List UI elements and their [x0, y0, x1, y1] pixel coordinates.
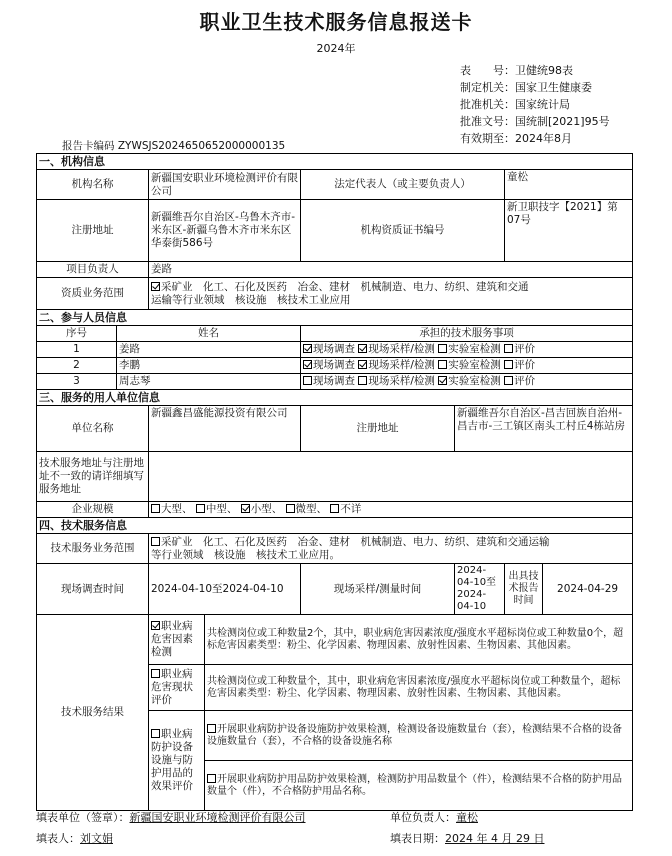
results-label: 技术服务结果 — [37, 615, 149, 811]
org-name-value: 新疆国安职业环境检测评价有限公司 — [149, 170, 301, 200]
opt-sampling: 现场采样/检测 — [368, 375, 435, 387]
reg-address-label: 注册地址 — [37, 200, 149, 262]
size-small: 小型 — [250, 503, 272, 515]
checkbox-checked[interactable] — [151, 621, 160, 630]
filler-value: 刘文娟 — [80, 832, 113, 845]
staff-name: 周志琴 — [117, 374, 301, 390]
service-scope-label: 技术服务业务范围 — [37, 534, 149, 564]
report-card-number: 报告卡编码 ZYWSJS2024650652000000135 — [62, 140, 286, 152]
filler — [36, 830, 113, 846]
result-evaluation-text: 共检测岗位或工种数量个，其中，职业病危害因素浓度/强度水平超标岗位或工种数量个，超标危害因素类型：粉尘、化学因素、物理因素、放射性因素、生物因素、其他因素。 — [205, 665, 633, 711]
service-address-value — [149, 452, 633, 502]
checkbox[interactable] — [286, 504, 295, 513]
staff-name: 李鹏 — [117, 358, 301, 374]
opt-lab: 实验室检测 — [448, 359, 501, 371]
checkbox[interactable] — [151, 669, 160, 678]
opt-sampling: 现场采样/检测 — [368, 343, 435, 355]
employer-address-value: 新疆维吾尔自治区-昌吉回族自治州-昌吉市-三工镇区南头工村丘4栋站房 — [455, 406, 633, 452]
unit-head-label: 单位负责人： — [390, 811, 456, 824]
qual-scope-label: 资质业务范围 — [37, 278, 149, 310]
checkbox[interactable] — [207, 774, 216, 783]
qual-scope-text: 采矿业 化工、石化及医药 冶金、建材 机械制造、电力、纺织、建筑和交通 — [161, 280, 529, 293]
size-large: 大型 — [161, 503, 182, 515]
result-detection-label: 职业病危害因素检测 — [149, 615, 205, 665]
meta-line: 制定机关：国家卫生健康委 — [460, 81, 592, 94]
project-lead-value: 姜路 — [149, 262, 633, 278]
meta-line: 批准文号：国统制[2021]95号 — [460, 115, 610, 128]
company-size-label: 企业规模 — [37, 502, 149, 518]
form-meta — [460, 62, 610, 147]
form-title: 职业卫生技术服务信息报送卡 — [199, 10, 473, 34]
meta-line: 表 号：卫健统98表 — [460, 64, 573, 77]
result-equipment-text: 开展职业病防护设备设施防护效果检测，检测设备设施数量台（套），检测结果不合格的设备设施数量台（套），不合格的设备设施名称 — [205, 711, 633, 761]
checkbox[interactable] — [504, 360, 513, 369]
staff-no: 1 — [37, 342, 117, 358]
result-protection-label: 职业病防护设备设施与防护用品的效果评价 — [149, 711, 205, 811]
opt-sampling: 现场采样/检测 — [368, 359, 435, 371]
opt-eval: 评价 — [514, 359, 536, 371]
checkbox[interactable] — [330, 504, 339, 513]
survey-time-value: 2024-04-10至2024-04-10 — [149, 564, 301, 615]
opt-survey: 现场调查 — [313, 359, 355, 371]
sampling-time-value: 2024-04-10至2024-04-10 — [455, 564, 505, 615]
service-scope-value — [149, 534, 633, 564]
checkbox-checked[interactable] — [438, 376, 447, 385]
meta-line: 有效期至：2024年8月 — [460, 132, 572, 145]
checkbox-checked[interactable] — [241, 504, 250, 513]
org-name-label: 机构名称 — [37, 170, 149, 200]
size-unknown: 不详 — [340, 503, 362, 515]
col-header-name: 姓名 — [117, 326, 301, 342]
checkbox[interactable] — [358, 376, 367, 385]
report-time-value: 2024-04-29 — [543, 564, 633, 615]
checkbox[interactable] — [438, 344, 447, 353]
survey-time-label: 现场调查时间 — [37, 564, 149, 615]
sampling-time-label: 现场采样/测量时间 — [301, 564, 455, 615]
opt-eval: 评价 — [514, 343, 536, 355]
unit-head — [390, 809, 478, 825]
section-4-title: 四、技术服务信息 — [37, 518, 633, 534]
filler-label: 填表人： — [36, 832, 80, 845]
staff-items — [301, 342, 633, 358]
form-year: 2024年 — [316, 42, 356, 55]
employer-name-value: 新疆鑫昌盛能源投资有限公司 — [149, 406, 301, 452]
fill-date — [390, 830, 544, 846]
staff-no: 2 — [37, 358, 117, 374]
fill-unit-value: 新疆国安职业环境检测评价有限公司 — [129, 811, 306, 824]
checkbox[interactable] — [504, 376, 513, 385]
section-2-title: 二、参与人员信息 — [37, 310, 633, 326]
checkbox[interactable] — [151, 504, 160, 513]
company-size-options: 大型、 中型、 小型、 微型、 不详 — [149, 502, 633, 518]
opt-eval: 评价 — [514, 375, 536, 387]
meta-line: 批准机关：国家统计局 — [460, 98, 570, 111]
result-ppe-text: 开展职业病防护用品防护效果检测，检测防护用品数量个（件），检测结果不合格的防护用品数量个（件），不合格防护用品名称。 — [205, 761, 633, 811]
unit-head-value: 童松 — [456, 811, 478, 824]
checkbox-checked[interactable] — [358, 360, 367, 369]
reg-address-value: 新疆维吾尔自治区-乌鲁木齐市-米东区-新疆乌鲁木齐市米东区华泰街586号 — [149, 200, 301, 262]
checkbox[interactable] — [504, 344, 513, 353]
checkbox-checked[interactable] — [303, 344, 312, 353]
checkbox[interactable] — [303, 376, 312, 385]
size-medium: 中型 — [205, 503, 227, 515]
qual-scope-value — [149, 278, 633, 310]
report-time-label: 出具技术报告时间 — [505, 564, 543, 615]
legal-rep-value: 童松 — [505, 170, 633, 200]
staff-no: 3 — [37, 374, 117, 390]
legal-rep-label: 法定代表人（或主要负责人） — [301, 170, 505, 200]
staff-items — [301, 374, 633, 390]
checkbox[interactable] — [196, 504, 205, 513]
staff-items — [301, 358, 633, 374]
checkbox-checked[interactable] — [303, 360, 312, 369]
col-header-no: 序号 — [37, 326, 117, 342]
section-1-title: 一、机构信息 — [37, 154, 633, 170]
fill-date-value: 2024 年 4 月 29 日 — [445, 832, 545, 845]
col-header-items: 承担的技术服务事项 — [301, 326, 633, 342]
checkbox[interactable] — [207, 724, 216, 733]
checkbox-checked[interactable] — [358, 344, 367, 353]
opt-survey: 现场调查 — [313, 343, 355, 355]
opt-survey: 现场调查 — [313, 375, 355, 387]
result-detection-text: 共检测岗位或工种数量2个，其中，职业病危害因素浓度/强度水平超标岗位或工种数量0个，超标危害因素类型：粉尘、化学因素、物理因素、放射性因素、生物因素、其他因素。 — [205, 615, 633, 665]
opt-lab: 实验室检测 — [448, 375, 501, 387]
staff-name: 姜路 — [117, 342, 301, 358]
fill-unit-label: 填表单位（签章）： — [36, 811, 130, 824]
checkbox[interactable] — [151, 537, 160, 546]
checkbox[interactable] — [438, 360, 447, 369]
report-form-table — [36, 153, 633, 811]
service-address-label: 技术服务地址与注册地址不一致的请详细填写服务地址 — [37, 452, 149, 502]
service-scope-text: 采矿业 化工、石化及医药 冶金、建材 机械制造、电力、纺织、建筑和交通运输 — [161, 535, 550, 548]
project-lead-label: 项目负责人 — [37, 262, 149, 278]
qual-scope-text: 运输等行业领域 核设施 核技术工业应用 — [151, 293, 351, 306]
checkbox-checked[interactable] — [151, 282, 160, 291]
opt-lab: 实验室检测 — [448, 343, 501, 355]
section-3-title: 三、服务的用人单位信息 — [37, 390, 633, 406]
cert-no-label: 机构资质证书编号 — [301, 200, 505, 262]
service-scope-text: 等行业领域 核设施 核技术工业应用。 — [151, 548, 340, 561]
result-evaluation-label: 职业病危害现状评价 — [149, 665, 205, 711]
cert-no-value: 新卫职技字【2021】第07号 — [505, 200, 633, 262]
checkbox[interactable] — [151, 729, 160, 738]
fill-unit — [36, 809, 306, 825]
employer-name-label: 单位名称 — [37, 406, 149, 452]
size-micro: 微型 — [295, 503, 317, 515]
employer-address-label: 注册地址 — [301, 406, 455, 452]
fill-date-label: 填表日期： — [390, 832, 445, 845]
